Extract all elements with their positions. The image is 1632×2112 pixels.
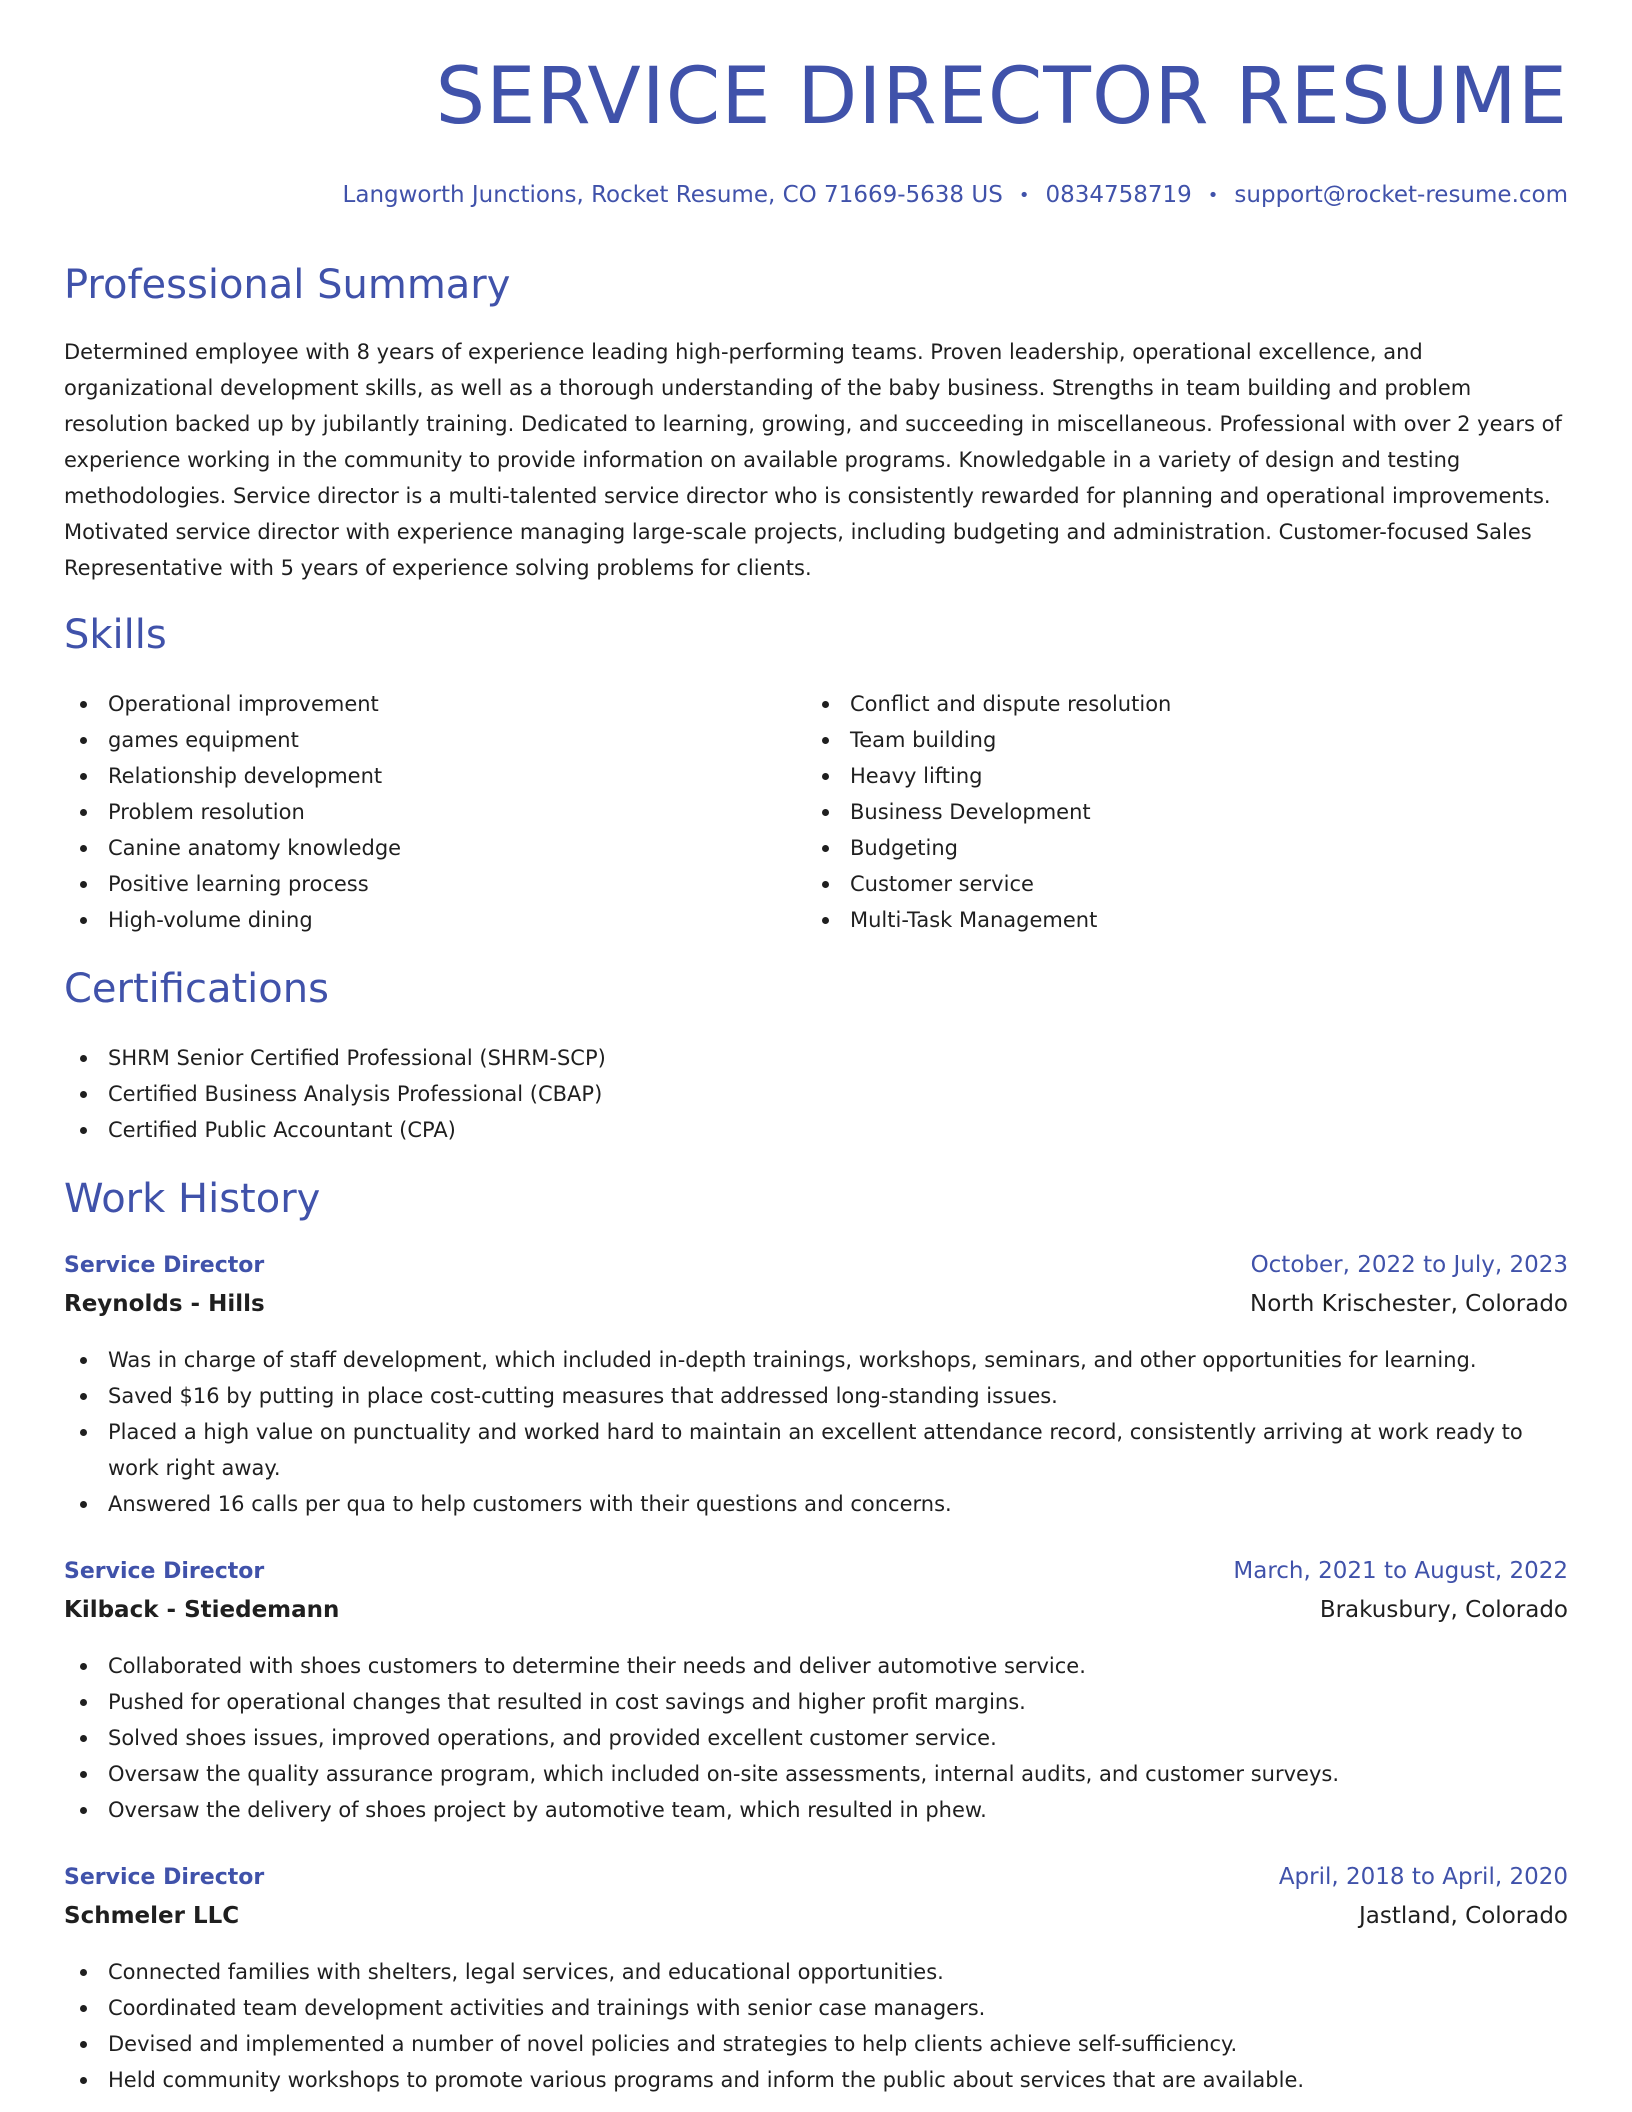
- job-bullets: [64, 1954, 1568, 2098]
- skill-item: Conflict and dispute resolution: [806, 686, 1546, 722]
- skill-item: Positive learning process: [64, 866, 804, 902]
- job-bullets: [64, 1648, 1568, 1828]
- job-location: Jastland, Colorado: [1359, 1903, 1568, 1929]
- job-bullet: Collaborated with shoes customers to determine their needs and deliver automotive service.: [64, 1648, 1568, 1684]
- summary-heading: Professional Summary: [64, 262, 511, 308]
- job-company: Kilback - Stiedemann: [64, 1597, 340, 1623]
- skill-item: Problem resolution: [64, 794, 804, 830]
- certification-item: Certified Business Analysis Professional (CBAP): [64, 1076, 1568, 1112]
- job-location: North Krischester, Colorado: [1250, 1291, 1568, 1317]
- contact-line: [343, 182, 1568, 208]
- skill-item: Budgeting: [806, 830, 1546, 866]
- job-header-row: [64, 1558, 1568, 1584]
- certification-item: SHRM Senior Certified Professional (SHRM-SCP): [64, 1040, 1568, 1076]
- job-header-row: [64, 1252, 1568, 1278]
- job-bullet: Devised and implemented a number of novel policies and strategies to help clients achieve self-sufficiency.: [64, 2026, 1568, 2062]
- skills-heading: Skills: [64, 612, 167, 658]
- contact-separator: •: [1207, 184, 1219, 206]
- job-company: Reynolds - Hills: [64, 1291, 265, 1317]
- contact-email[interactable]: support@rocket-resume.com: [1234, 182, 1568, 208]
- job-bullet: Oversaw the delivery of shoes project by automotive team, which resulted in phew.: [64, 1792, 1568, 1828]
- skill-item: Business Development: [806, 794, 1546, 830]
- job-location: Brakusbury, Colorado: [1319, 1597, 1568, 1623]
- job-bullet: Pushed for operational changes that resulted in cost savings and higher profit margins.: [64, 1684, 1568, 1720]
- job-dates: October, 2022 to July, 2023: [1250, 1252, 1568, 1278]
- skill-item: High-volume dining: [64, 902, 804, 938]
- job-bullet: Connected families with shelters, legal services, and educational opportunities.: [64, 1954, 1568, 1990]
- job-bullets: [64, 1342, 1568, 1522]
- resume-title: SERVICE DIRECTOR RESUME: [435, 52, 1568, 142]
- job-bullet: Placed a high value on punctuality and worked hard to maintain an excellent attendance record, consistently arriving at work ready to work right away.: [64, 1414, 1568, 1486]
- job-company-row: [64, 1903, 1568, 1929]
- job-company-row: [64, 1597, 1568, 1623]
- certifications-list: [64, 1040, 1568, 1148]
- job-header-row: [64, 1864, 1568, 1890]
- job-bullet: Saved $16 by putting in place cost-cutting measures that addressed long-standing issues.: [64, 1378, 1568, 1414]
- certifications-heading: Certifications: [64, 966, 329, 1012]
- job-company-row: [64, 1291, 1568, 1317]
- contact-address: Langworth Junctions, Rocket Resume, CO 71669-5638 US: [342, 182, 1003, 208]
- job-title: Service Director: [64, 1559, 265, 1584]
- job-dates: March, 2021 to August, 2022: [1233, 1558, 1568, 1584]
- job-bullet: Held community workshops to promote various programs and inform the public about services that are available.: [64, 2062, 1568, 2098]
- skill-item: Heavy lifting: [806, 758, 1546, 794]
- summary-text: Determined employee with 8 years of experience leading high-performing teams. Proven leadership, operational excellence, and organizational development skills, as well as a thorough understanding of the baby business. Strengths in team building and problem resolution backed up by jubilantly training. Dedicated to learning, growing, and succeeding in miscellaneous. Professional with over 2 years of experience working in the community to provide information on available programs. Knowledgable in a variety of design and testing methodologies. Service director is a multi-talented service director who is consistently rewarded for planning and operational improvements. Motivated service director with experience managing large-scale projects, including budgeting and administration. Customer-focused Sales Representative with 5 years of experience solving problems for clients.: [64, 340, 1562, 580]
- skill-item: Relationship development: [64, 758, 804, 794]
- skills-list-left: [64, 686, 804, 938]
- skill-item: Multi-Task Management: [806, 902, 1546, 938]
- job-bullet: Was in charge of staff development, which included in-depth trainings, workshops, seminars, and other opportunities for learning.: [64, 1342, 1568, 1378]
- contact-separator: •: [1018, 184, 1030, 206]
- resume-page: [64, 0, 1568, 2112]
- job-title: Service Director: [64, 1253, 265, 1278]
- skill-item: Canine anatomy knowledge: [64, 830, 804, 866]
- skill-item: games equipment: [64, 722, 804, 758]
- job-bullet: Solved shoes issues, improved operations, and provided excellent customer service.: [64, 1720, 1568, 1756]
- skills-list-right: [806, 686, 1546, 938]
- skill-item: Operational improvement: [64, 686, 804, 722]
- job-dates: April, 2018 to April, 2020: [1278, 1864, 1568, 1890]
- job-title: Service Director: [64, 1865, 265, 1890]
- certification-item: Certified Public Accountant (CPA): [64, 1112, 1568, 1148]
- work-history-heading: Work History: [64, 1176, 321, 1222]
- job-bullet: Coordinated team development activities and trainings with senior case managers.: [64, 1990, 1568, 2026]
- skill-item: Customer service: [806, 866, 1546, 902]
- contact-phone[interactable]: 0834758719: [1045, 182, 1192, 208]
- job-bullet: Oversaw the quality assurance program, which included on-site assessments, internal audits, and customer surveys.: [64, 1756, 1568, 1792]
- job-company: Schmeler LLC: [64, 1903, 240, 1929]
- job-bullet: Answered 16 calls per qua to help customers with their questions and concerns.: [64, 1486, 1568, 1522]
- skill-item: Team building: [806, 722, 1546, 758]
